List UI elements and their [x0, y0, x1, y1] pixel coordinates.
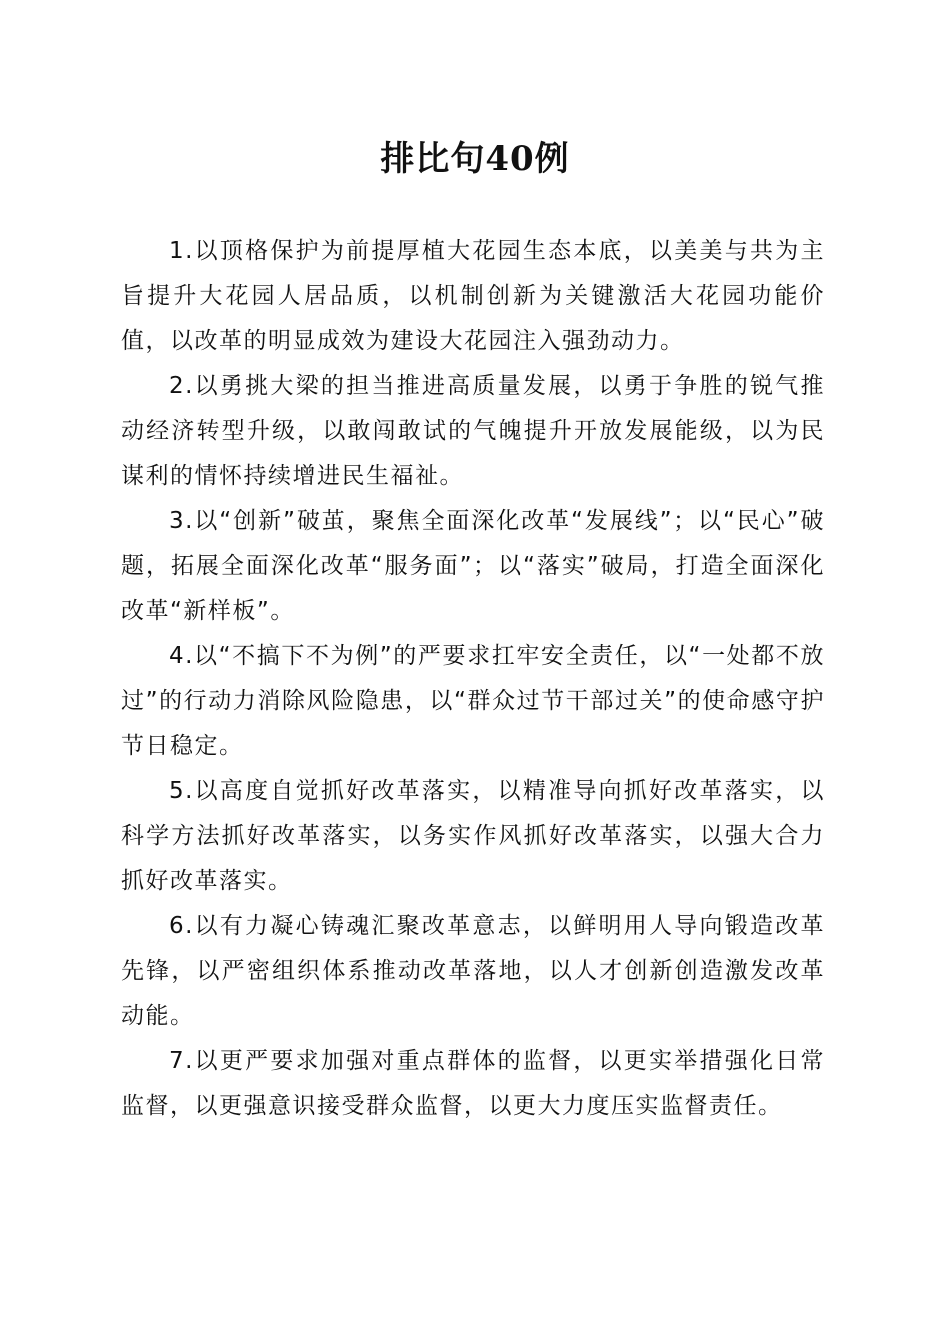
paragraph-4: 4.以“不搞下不为例”的严要求扛牢安全责任，以“一处都不放过”的行动力消除风险隐患，以“群众过节干部过关”的使命感守护节日稳定。: [121, 643, 825, 759]
paragraph-7: 7.以更严要求加强对重点群体的监督，以更实举措强化日常监督，以更强意识接受群众监督，以更大力度压实监督责任。: [121, 1048, 825, 1119]
paragraph-5: 5.以高度自觉抓好改革落实，以精准导向抓好改革落实，以科学方法抓好改革落实，以务实作风抓好改革落实，以强大合力抓好改革落实。: [121, 778, 825, 894]
document-title: 排比句40例: [380, 139, 570, 179]
paragraph-6: 6.以有力凝心铸魂汇聚改革意志，以鲜明用人导向锻造改革先锋，以严密组织体系推动改革落地，以人才创新创造激发改革动能。: [121, 913, 825, 1029]
paragraph-2: 2.以勇挑大梁的担当推进高质量发展，以勇于争胜的锐气推动经济转型升级，以敢闯敢试的气魄提升开放发展能级，以为民谋利的情怀持续增进民生福祉。: [121, 373, 825, 489]
document-body: [121, 229, 825, 1129]
paragraph-1: 1.以顶格保护为前提厚植大花园生态本底，以美美与共为主旨提升大花园人居品质，以机制创新为关键激活大花园功能价值，以改革的明显成效为建设大花园注入强劲动力。: [121, 238, 825, 354]
paragraph-3: 3.以“创新”破茧，聚焦全面深化改革“发展线”；以“民心”破题，拓展全面深化改革“服务面”；以“落实”破局，打造全面深化改革“新样板”。: [121, 508, 825, 624]
